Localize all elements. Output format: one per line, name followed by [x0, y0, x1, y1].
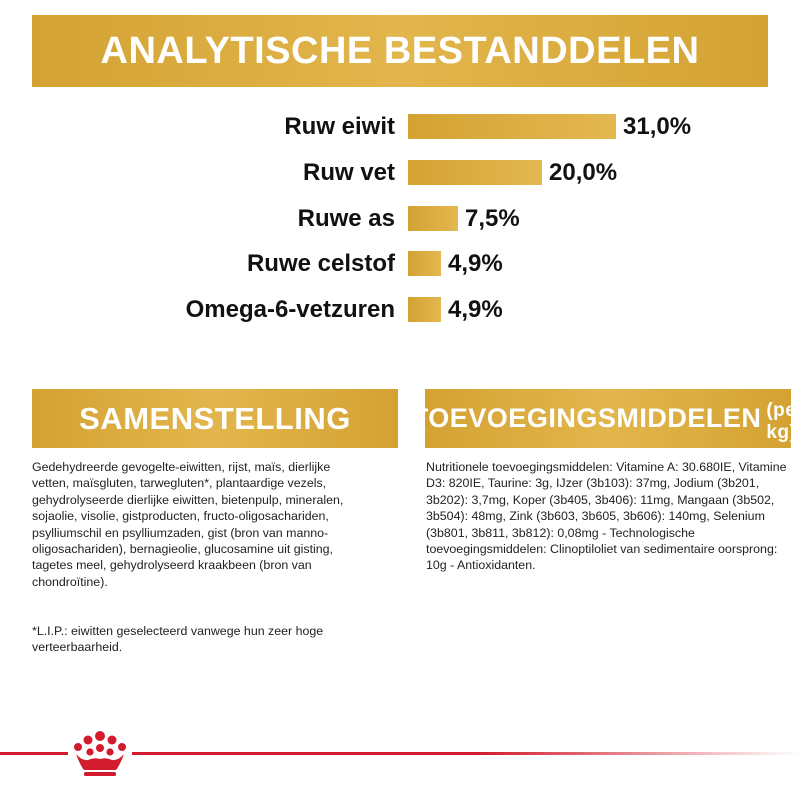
nutrient-row	[0, 290, 800, 330]
nutrient-bar	[408, 206, 458, 231]
page-title: ANALYTISCHE BESTANDDELEN	[100, 29, 700, 72]
samenstelling-title: SAMENSTELLING	[79, 400, 351, 436]
crown-icon	[68, 727, 132, 781]
samenstelling-text: Gedehydreerde gevogelte-eiwitten, rijst, maïs, dierlijke vetten, maïsgluten, tarwegluten*, plantaardige vezels, gehydrolyseerde dierlijke eiwitten, bietenpulp, mineralen, sojaolie, visolie, gistproducten, fructo-oligosachariden, psylliumschil en psylliumzaden, gist (bron van manno-oligosachariden), bernagieolie, glucosamine uit gisting, tagetes meel, gehydrolyseerd kraakbeen (bron van chondroïtine).	[32, 460, 344, 589]
nutrient-value: 4,9%	[448, 296, 503, 323]
nutrient-bar	[408, 251, 441, 276]
toevoegingsmiddelen-unit: (per kg)	[766, 399, 804, 443]
nutrient-value: 4,9%	[448, 250, 503, 277]
nutrient-value: 20,0%	[549, 159, 618, 186]
nutrient-label: Ruwe as	[297, 205, 395, 232]
toevoegingsmiddelen-banner	[411, 389, 804, 448]
nutrient-row	[0, 153, 800, 193]
nutrient-value: 31,0%	[623, 113, 692, 140]
nutrient-label: Omega-6-vetzuren	[185, 296, 395, 323]
nutrient-value: 7,5%	[465, 205, 520, 232]
main-title-banner	[32, 15, 768, 87]
nutrient-label: Ruwe celstof	[246, 250, 395, 277]
lip-note: *L.I.P.: eiwitten geselecteerd vanwege hun zeer hoge verteerbaarheid.	[32, 624, 324, 655]
nutrient-row	[0, 199, 800, 239]
nutrient-label: Ruw vet	[302, 159, 395, 186]
nutrient-bar	[408, 160, 542, 185]
toevoegingsmiddelen-title: TOEVOEGINGSMIDDELEN	[411, 403, 762, 433]
samenstelling-banner	[32, 389, 398, 448]
nutrient-bar	[408, 114, 616, 139]
nutrient-row	[0, 244, 800, 284]
nutrient-label: Ruw eiwit	[284, 113, 395, 140]
nutrient-bar	[408, 297, 441, 322]
nutrient-row	[0, 107, 800, 147]
toevoegingsmiddelen-text: Nutritionele toevoegingsmiddelen: Vitamine A: 30.680IE, Vitamine D3: 820IE, Taurine: 3g, IJzer (3b103): 37mg, Jodium (3b201, 3b202): 3,7mg, Koper (3b405, 3b406): 11mg, Mangaan (3b502, 3b504): 48mg, Zink (3b603, 3b605, 3b606): 140mg, Selenium (3b801, 3b811, 3b812): 0,08mg - Technologische toevoegingsmiddelen: Clinoptiloliet van sedimentaire oorsprong: 10g - Antioxidanten.	[426, 460, 787, 573]
